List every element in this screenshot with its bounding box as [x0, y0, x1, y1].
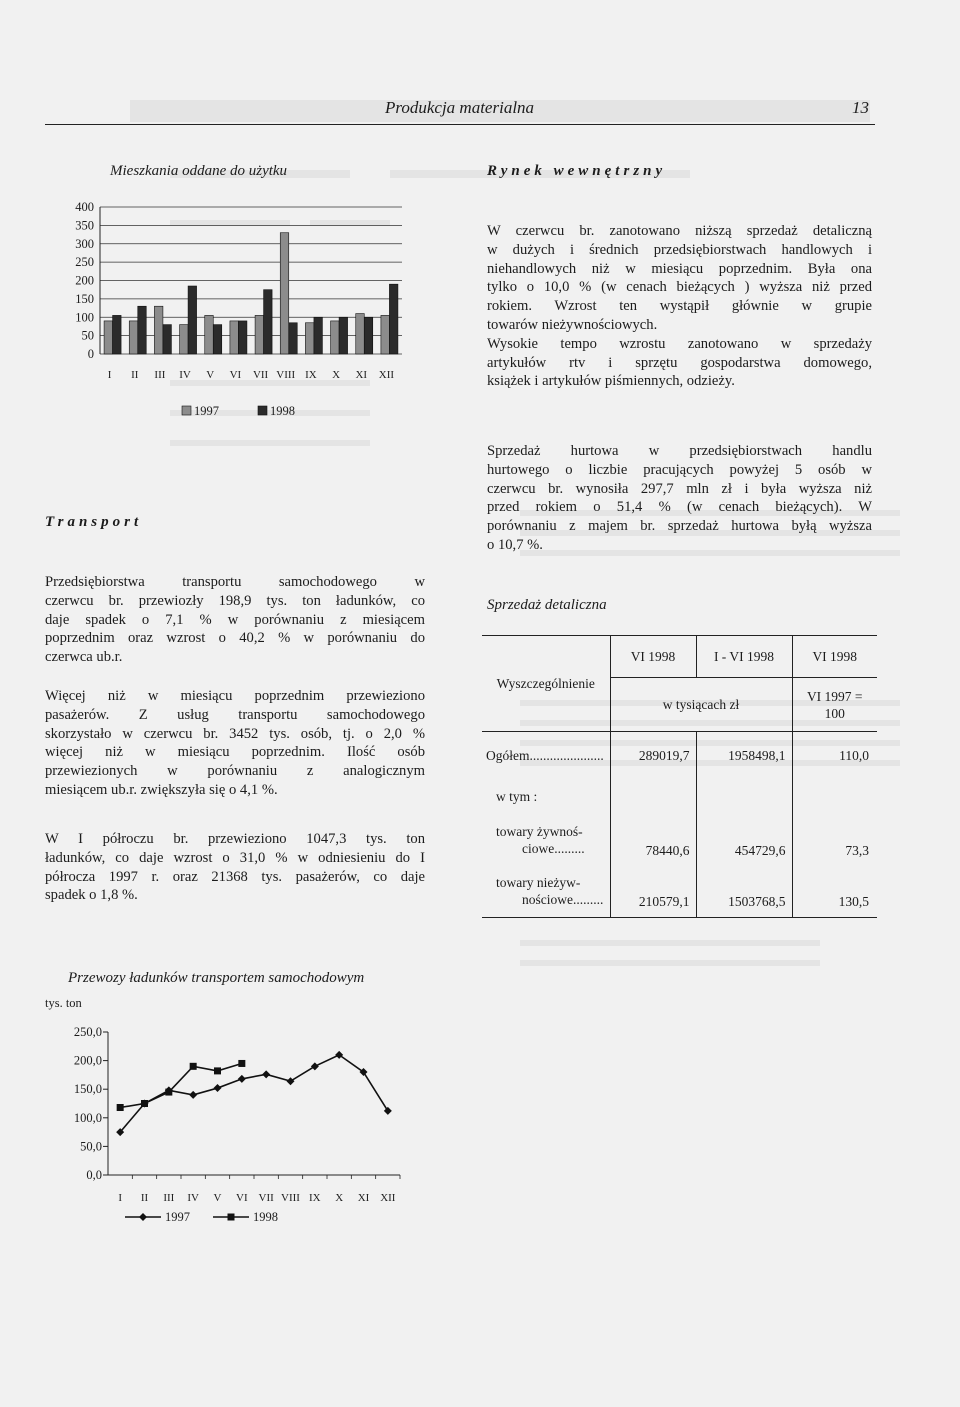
point-1997 [262, 1070, 270, 1078]
x-tick-label: XI [357, 1192, 370, 1204]
transport-p1-line: czerwcu br. przewiozły 198,9 tys. ton ładunków, co [45, 592, 425, 609]
unit-note: w tysiącach zł [610, 678, 792, 732]
row-label-line: ciowe......... [522, 840, 585, 856]
x-tick-label: I [107, 369, 112, 381]
transport-paragraph-3 [45, 830, 425, 905]
bar-1997 [205, 315, 214, 354]
point-1997 [287, 1077, 295, 1085]
market-p1-line: rokiem. Wzrost ten wystąpił głównie w grupie [487, 298, 872, 315]
bar-1998 [339, 317, 348, 354]
transport-p3-line: ładunków, co daje wzrost o 31,0 % w odniesieniu do I [45, 849, 425, 866]
x-tick-label: II [140, 1192, 149, 1204]
table-cell [610, 780, 696, 814]
bar-1998 [163, 325, 172, 354]
row-label [482, 814, 610, 866]
x-tick-label: XI [355, 369, 368, 381]
market-p1-line: tylko o 10,0 % (w cenach bieżących ) wyższa niż przed [487, 279, 872, 296]
table-row [482, 814, 877, 866]
point-1997 [238, 1075, 246, 1083]
retail-table-caption: Sprzedaż detaliczna [487, 597, 607, 613]
y-tick-label: 150 [75, 291, 94, 306]
x-tick-label: V [213, 1192, 222, 1204]
bar-1997 [230, 321, 239, 354]
table-cell [696, 780, 792, 814]
freight-line-chart [40, 1020, 420, 1235]
point-1998 [190, 1063, 197, 1070]
x-tick-label: X [332, 369, 341, 381]
header-rule [45, 124, 875, 125]
y-tick-label: 150,0 [73, 1082, 102, 1097]
bar-1997 [280, 233, 289, 354]
table-cell: 130,5 [838, 894, 869, 909]
bar-1997 [305, 323, 314, 354]
market-p1-line: Wysokie tempo wzrostu zanotowano w sprzedaży [487, 335, 872, 352]
x-tick-label: III [154, 369, 166, 381]
point-1998 [165, 1089, 172, 1096]
table-row [482, 732, 877, 780]
table-cell [792, 780, 877, 814]
y-tick-label: 300 [75, 236, 94, 251]
bar-1998 [188, 286, 197, 354]
market-p2-line: o 10,7 %. [487, 536, 543, 553]
y-tick-label: 250,0 [73, 1025, 102, 1039]
x-tick-label: VIII [276, 369, 296, 381]
transport-p3-line: półrocza 1997 r. oraz 21368 tys. pasażerów, co daje [45, 868, 425, 885]
transport-p2-line: Więcej niż w miesiącu poprzednim przewieziono [45, 688, 425, 704]
transport-p1-line: daje spadek o 7,1 % w porównaniu z miesiącem [45, 611, 425, 628]
market-p1-line: artykułów rtv i sprzętu gospodarstwa domowego, [487, 354, 872, 371]
x-tick-label: IV [187, 1192, 199, 1204]
col-header-vi-1998-ratio: VI 1998 [812, 648, 858, 664]
ratio-label [792, 678, 877, 732]
y-tick-label: 200 [75, 273, 94, 288]
market-p2-line: Sprzedaż hurtowa w przedsiębiorstwach handlu [487, 443, 872, 459]
x-tick-label: II [131, 369, 139, 381]
housing-bar-chart [40, 195, 420, 425]
market-p2-line: porównaniu z majem br. sprzedaż hurtowa byłą wyższa [487, 518, 872, 535]
market-p1-line: W czerwcu br. zanotowano niższą sprzedaż detaliczną [487, 223, 872, 239]
x-tick-label: V [206, 369, 215, 381]
y-tick-label: 0 [87, 347, 94, 361]
x-tick-label: IX [309, 1192, 321, 1204]
y-tick-label: 400 [75, 200, 94, 214]
legend-label: 1997 [194, 404, 219, 418]
market-p2-line: czerwcu br. wynosiła 297,7 mln zł i była wyższa niż [487, 480, 872, 497]
transport-heading: Transport [45, 514, 143, 530]
freight-chart-title: Przewozy ładunków transportem samochodowym [68, 970, 365, 986]
row-label: w tym : [482, 780, 610, 814]
bar-1998 [113, 315, 122, 354]
table-cell: 289019,7 [610, 732, 696, 780]
bar-1998 [138, 306, 147, 354]
bar-1997 [255, 315, 263, 354]
market-paragraph-2 [487, 442, 872, 555]
bar-1998 [238, 321, 247, 354]
legend-marker [228, 1214, 235, 1221]
page-number: 13 [852, 98, 869, 117]
transport-p3-line: W I półroczu br. przewieziono 1047,3 tys. ton [45, 831, 425, 847]
table-cell: 110,0 [839, 747, 869, 763]
transport-p1-line: czerwca ub.r. [45, 649, 123, 666]
bar-1998 [389, 284, 398, 354]
bar-1998 [264, 290, 273, 354]
table-cell: 454729,6 [696, 814, 792, 866]
table-cell: 78440,6 [610, 814, 696, 866]
transport-p2-line: skorzystało w czerwcu br. 3452 tys. osób, tj. o 2,0 % [45, 725, 425, 742]
retail-table-wrapper [482, 635, 877, 918]
market-p1-line: towarów nieżywnościowych. [487, 316, 658, 333]
legend-label: 1997 [165, 1210, 190, 1224]
point-1998 [238, 1060, 245, 1067]
series-line-1997 [120, 1055, 388, 1132]
legend-label: 1998 [270, 404, 295, 418]
y-tick-label: 100,0 [73, 1110, 102, 1125]
table-row [482, 866, 877, 918]
market-p2-line: przed rokiem o 51,4 % (w cenach bieżących). W [487, 499, 872, 516]
bar-1997 [381, 315, 390, 354]
market-p1-line: książek i artykułów piśmiennych, odzieży. [487, 373, 735, 390]
transport-p1-line: poprzednim oraz wzrost o 40,2 % w porównaniu do [45, 630, 425, 647]
point-1998 [117, 1104, 124, 1111]
bar-1998 [364, 317, 373, 354]
running-title: Produkcja materialna [385, 98, 535, 117]
row-label: Ogółem...................... [482, 732, 610, 780]
col-header-i-vi-1998: I - VI 1998 [696, 636, 792, 678]
x-tick-label: VII [252, 369, 269, 381]
transport-p1-line: Przedsiębiorstwa transportu samochodowego w [45, 574, 425, 590]
table-cell: 210579,1 [610, 866, 696, 918]
x-tick-label: III [163, 1192, 175, 1204]
bar-1997 [180, 325, 189, 354]
y-tick-label: 50,0 [80, 1139, 102, 1154]
market-paragraph-1 [487, 222, 872, 391]
transport-paragraph-2 [45, 687, 425, 800]
market-p1-line: niehandlowych niż w miesiącu poprzednim. Była ona [487, 260, 872, 277]
x-tick-label: VII [258, 1192, 274, 1204]
market-p2-line: hurtowego o liczbie pracujących powyżej 5 osób w [487, 461, 872, 478]
bar-1997 [154, 306, 163, 354]
point-1998 [214, 1067, 221, 1074]
x-tick-label: I [118, 1192, 123, 1204]
bar-1997 [129, 321, 138, 354]
col-header-vi-1998: VI 1998 [610, 636, 696, 678]
y-tick-label: 50 [81, 328, 94, 343]
transport-p2-line: przewiezionych w porównaniu z analogicznym [45, 763, 425, 780]
x-tick-label: XII [380, 1192, 396, 1204]
x-tick-label: VI [236, 1192, 248, 1204]
transport-p2-line: pasażerów. Z usług transportu samochodowego [45, 706, 425, 723]
retail-table [482, 635, 877, 918]
point-1997 [214, 1084, 222, 1092]
x-tick-label: VI [229, 369, 242, 381]
y-tick-label: 250 [75, 255, 94, 270]
y-tick-label: 100 [75, 310, 94, 325]
bar-1997 [331, 321, 340, 354]
bar-1998 [289, 323, 298, 354]
transport-paragraph-1 [45, 573, 425, 667]
bar-1997 [356, 314, 365, 354]
row-label-line: nościowe......... [522, 892, 604, 908]
x-tick-label: IV [179, 369, 191, 381]
transport-p3-line: spadek o 1,8 %. [45, 887, 138, 904]
bar-1998 [314, 317, 323, 354]
point-1997 [189, 1091, 197, 1099]
transport-p2-line: więcej niż w miesiącu poprzednim. Ilość osób [45, 744, 425, 761]
y-tick-label: 0,0 [86, 1168, 102, 1182]
row-label-line: towary nieżyw- [496, 875, 581, 891]
legend-marker [139, 1213, 147, 1221]
housing-chart-title: Mieszkania oddane do użytku [110, 163, 288, 179]
row-label-header: Wyszczególnienie [482, 636, 610, 732]
legend-swatch [258, 406, 267, 415]
point-1998 [141, 1100, 148, 1107]
table-cell: 73,3 [845, 842, 869, 858]
table-row [482, 780, 877, 814]
table-cell: 1503768,5 [696, 866, 792, 918]
x-tick-label: IX [305, 369, 317, 381]
market-p1-line: w dużych i średnich przedsiębiorstwach handlowych i [487, 241, 872, 258]
x-tick-label: XII [378, 369, 395, 381]
row-label [482, 866, 610, 918]
point-1997 [384, 1107, 392, 1115]
ratio-label-text: VI 1997 = 100 [806, 688, 863, 721]
y-tick-label: 350 [75, 218, 94, 233]
bar-1998 [213, 325, 222, 354]
row-label-line: towary żywnoś- [496, 823, 583, 839]
bar-1997 [104, 321, 113, 354]
y-tick-label: 200,0 [73, 1053, 102, 1068]
freight-chart-ylabel: tys. ton [45, 996, 82, 1010]
point-1997 [311, 1062, 319, 1070]
x-tick-label: VIII [281, 1192, 300, 1204]
x-tick-label: X [335, 1192, 344, 1204]
table-cell: 1958498,1 [696, 732, 792, 780]
market-heading: Rynek wewnętrzny [487, 163, 667, 179]
legend-swatch [182, 406, 191, 415]
transport-p2-line: miesiącem ub.r. zwiększyła się o 4,1 %. [45, 781, 278, 798]
legend-label: 1998 [253, 1210, 278, 1224]
